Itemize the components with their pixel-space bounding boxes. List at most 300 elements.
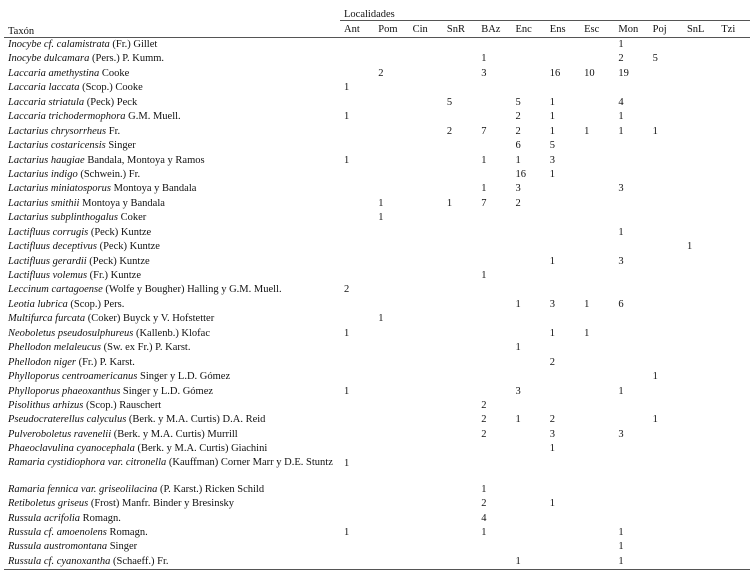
count-cell [340, 197, 374, 211]
species-author: (Wolfe y Bougher) Halling y G.M. Muell. [105, 284, 282, 296]
count-cell [340, 399, 374, 413]
count-cell: 1 [481, 53, 487, 65]
count-cell [511, 269, 545, 283]
taxon-cell [4, 512, 340, 526]
count-cell [409, 341, 443, 355]
count-cell [374, 370, 408, 384]
count-cell [409, 457, 443, 483]
locality-column-header: Mon [614, 21, 648, 38]
count-cell [443, 139, 477, 153]
count-cell [409, 139, 443, 153]
table-row [4, 540, 750, 554]
count-cell [717, 555, 750, 570]
count-cell [580, 442, 614, 456]
count-cell [683, 182, 717, 196]
species-author: (Scop.) Pers. [70, 298, 125, 310]
count-cell [614, 197, 648, 211]
taxon-cell [4, 457, 340, 483]
count-cell [683, 497, 717, 511]
table-row [4, 269, 750, 283]
count-cell [614, 442, 648, 456]
count-cell [374, 110, 408, 124]
count-cell [443, 540, 477, 554]
count-cell [340, 226, 374, 240]
count-cell [580, 512, 614, 526]
table-row [4, 385, 750, 399]
species-author: Romagn. [82, 512, 121, 524]
table-row [4, 38, 750, 53]
count-cell [614, 512, 648, 526]
count-cell [374, 399, 408, 413]
count-cell [649, 154, 683, 168]
count-cell: 10 [584, 67, 595, 79]
count-cell [580, 255, 614, 269]
count-cell [717, 428, 750, 442]
species-name: Inocybe cf. calamistrata [8, 39, 110, 50]
count-cell [614, 168, 648, 182]
locality-column-header: Cin [409, 21, 443, 38]
count-cell [374, 428, 408, 442]
count-cell [717, 139, 750, 153]
species-name: Lactifluus deceptivus [8, 241, 97, 253]
count-cell [649, 457, 683, 483]
count-cell [546, 197, 580, 211]
species-author: (Berk. y M.A. Curtis) Giachini [137, 443, 268, 455]
count-cell [649, 110, 683, 124]
count-cell [580, 341, 614, 355]
count-cell [443, 341, 477, 355]
count-cell [443, 526, 477, 540]
count-cell [340, 125, 374, 139]
count-cell [340, 341, 374, 355]
count-cell [580, 139, 614, 153]
table-row [4, 211, 750, 225]
count-cell: 16 [515, 168, 526, 180]
count-cell [580, 211, 614, 225]
species-author: (Fr.) Gillet [112, 39, 158, 50]
count-cell: 1 [344, 82, 350, 94]
species-name: Phellodon melaleucus [8, 342, 102, 354]
count-cell [374, 385, 408, 399]
count-cell [409, 96, 443, 110]
count-cell [374, 139, 408, 153]
count-cell [477, 312, 511, 326]
count-cell [409, 526, 443, 540]
count-cell [409, 540, 443, 554]
count-cell [614, 269, 648, 283]
count-cell [649, 428, 683, 442]
count-cell [409, 255, 443, 269]
count-cell [409, 125, 443, 139]
table-row [4, 110, 750, 124]
count-cell [546, 540, 580, 554]
count-cell [374, 240, 408, 254]
count-cell: 2 [549, 414, 556, 426]
count-cell [477, 370, 511, 384]
locality-column-header: BAz [477, 21, 511, 38]
count-cell: 1 [515, 342, 521, 354]
taxon-cell [4, 312, 340, 326]
count-cell [614, 356, 648, 370]
taxon-cell [4, 483, 340, 497]
count-cell [511, 457, 545, 483]
count-cell [374, 442, 408, 456]
count-cell [340, 67, 374, 81]
count-cell [409, 226, 443, 240]
table-row [4, 52, 750, 66]
count-cell [374, 526, 408, 540]
count-cell [409, 428, 443, 442]
count-cell [443, 497, 477, 511]
count-cell: 5 [515, 96, 521, 108]
species-name: Phaeoclavulina cyanocephala [8, 443, 135, 455]
taxon-cell [4, 96, 340, 110]
table-row [4, 483, 750, 497]
count-cell [717, 67, 750, 81]
count-cell [717, 526, 750, 540]
count-cell [683, 226, 717, 240]
species-author: (Coker) Buyck y V. Hofstetter [87, 313, 215, 325]
count-cell: 2 [446, 125, 453, 137]
count-cell: 1 [618, 226, 624, 238]
count-cell [717, 370, 750, 384]
count-cell [649, 255, 683, 269]
table-row [4, 139, 750, 153]
taxon-cell [4, 81, 340, 95]
count-cell [614, 483, 648, 497]
count-cell [546, 81, 580, 95]
count-cell [614, 413, 648, 427]
table-row [4, 399, 750, 413]
count-cell [511, 81, 545, 95]
count-cell: 1 [549, 168, 556, 180]
count-cell [374, 255, 408, 269]
taxon-cell [4, 370, 340, 384]
count-cell: 2 [481, 399, 487, 411]
table-row [4, 125, 750, 139]
count-cell [546, 370, 580, 384]
count-cell [683, 154, 717, 168]
count-cell: 1 [515, 414, 521, 426]
taxon-cell [4, 341, 340, 355]
count-cell [717, 38, 750, 53]
count-cell [649, 399, 683, 413]
count-cell [580, 413, 614, 427]
species-name: Lactarius indigo [8, 168, 78, 180]
count-cell [683, 399, 717, 413]
count-cell [580, 197, 614, 211]
species-author: (Sw. ex Fr.) P. Karst. [103, 342, 191, 354]
count-cell [374, 52, 408, 66]
table-row [4, 428, 750, 442]
count-cell [443, 413, 477, 427]
count-cell [683, 540, 717, 554]
species-name: Lactarius costaricensis [8, 140, 106, 152]
count-cell [580, 483, 614, 497]
species-author: Cooke [101, 67, 130, 79]
locality-column-header: Esc [580, 21, 614, 38]
table-row [4, 442, 750, 456]
count-cell: 3 [618, 183, 624, 195]
count-cell [477, 38, 511, 53]
count-cell: 1 [481, 527, 487, 538]
count-cell [374, 327, 408, 341]
count-cell [717, 298, 750, 312]
count-cell [717, 497, 750, 511]
species-locality-table [4, 2, 750, 570]
count-cell: 1 [378, 212, 384, 224]
count-cell [443, 38, 477, 53]
count-cell [683, 341, 717, 355]
count-cell [546, 312, 580, 326]
species-author: Coker [120, 212, 147, 224]
count-cell [374, 226, 408, 240]
taxon-cell [4, 226, 340, 240]
species-name: Pulveroboletus ravenelii [8, 428, 112, 440]
count-cell [649, 540, 683, 554]
count-cell [546, 512, 580, 526]
count-cell [340, 512, 374, 526]
count-cell [717, 211, 750, 225]
count-cell: 1 [549, 443, 556, 455]
count-cell [580, 240, 614, 254]
count-cell [614, 240, 648, 254]
count-cell: 2 [481, 428, 487, 440]
count-cell: 2 [481, 414, 487, 426]
count-cell [717, 413, 750, 427]
count-cell: 2 [515, 125, 521, 137]
count-cell [409, 413, 443, 427]
count-cell [683, 483, 717, 497]
species-author: (Peck) Kuntze [89, 255, 150, 267]
table-row [4, 226, 750, 240]
count-cell: 1 [549, 498, 556, 510]
count-cell [683, 81, 717, 95]
count-cell [580, 226, 614, 240]
count-cell [580, 154, 614, 168]
count-cell [717, 110, 750, 124]
localities-group-header: Localidades [340, 2, 750, 21]
count-cell [443, 356, 477, 370]
count-cell [580, 110, 614, 124]
species-author: Montoya y Bandala [113, 183, 197, 195]
count-cell: 3 [515, 183, 521, 195]
count-cell [717, 341, 750, 355]
count-cell: 1 [584, 125, 590, 137]
count-cell: 1 [515, 298, 521, 310]
species-author: (Berk. y M.A. Curtis) D.A. Reid [128, 414, 266, 426]
species-name: Ramaria fennica var. griseolilacina [8, 483, 158, 495]
count-cell [340, 139, 374, 153]
count-cell: 1 [481, 183, 487, 195]
count-cell [443, 312, 477, 326]
taxon-cell [4, 356, 340, 370]
count-cell [409, 197, 443, 211]
taxon-cell [4, 67, 340, 81]
count-cell [443, 168, 477, 182]
count-cell: 5 [549, 140, 556, 152]
count-cell [580, 526, 614, 540]
table-row [4, 240, 750, 254]
count-cell [649, 283, 683, 297]
count-cell [683, 327, 717, 341]
count-cell [340, 442, 374, 456]
count-cell [580, 540, 614, 554]
count-cell [546, 240, 580, 254]
count-cell [409, 385, 443, 399]
count-cell: 1 [344, 527, 350, 538]
table-row [4, 168, 750, 182]
locality-column-header: SnR [443, 21, 477, 38]
count-cell [580, 182, 614, 196]
count-cell [683, 269, 717, 283]
count-cell: 6 [618, 298, 624, 310]
count-cell [374, 540, 408, 554]
count-cell [340, 52, 374, 66]
count-cell [683, 555, 717, 570]
count-cell [340, 168, 374, 182]
count-cell: 16 [549, 67, 561, 79]
count-cell [443, 327, 477, 341]
count-cell [683, 356, 717, 370]
count-cell [649, 497, 683, 511]
count-cell [374, 182, 408, 196]
count-cell: 1 [344, 111, 350, 123]
count-cell: 3 [618, 255, 624, 267]
count-cell [649, 526, 683, 540]
count-cell: 1 [618, 39, 624, 50]
locality-column-header: Pom [374, 21, 408, 38]
species-author: (Fr.) P. Karst. [78, 356, 135, 368]
count-cell [340, 370, 374, 384]
count-cell [511, 356, 545, 370]
count-cell [614, 327, 648, 341]
taxon-cell [4, 269, 340, 283]
count-cell [443, 154, 477, 168]
count-cell [511, 327, 545, 341]
count-cell [683, 283, 717, 297]
count-cell: 2 [549, 356, 556, 368]
count-cell [683, 312, 717, 326]
count-cell [511, 283, 545, 297]
count-cell [511, 497, 545, 511]
count-cell [580, 52, 614, 66]
species-author: Romagn. [109, 527, 148, 538]
count-cell [477, 442, 511, 456]
count-cell [580, 312, 614, 326]
count-cell [511, 442, 545, 456]
count-cell [443, 211, 477, 225]
count-cell [340, 312, 374, 326]
species-author: Montoya y Bandala [82, 197, 165, 209]
taxon-cell [4, 38, 340, 53]
count-cell [614, 341, 648, 355]
species-name: Laccaria laccata [8, 82, 80, 94]
species-name: Russula cf. cyanoxantha [8, 555, 111, 567]
count-cell [614, 457, 648, 483]
species-name: Inocybe dulcamara [8, 53, 90, 65]
count-cell: 2 [481, 498, 487, 510]
count-cell [477, 240, 511, 254]
count-cell: 1 [511, 555, 545, 570]
taxon-cell [4, 442, 340, 456]
table-row [4, 96, 750, 110]
table-header [4, 2, 750, 38]
count-cell [614, 283, 648, 297]
count-cell [717, 540, 750, 554]
count-cell [443, 52, 477, 66]
count-cell [443, 483, 477, 497]
count-cell [546, 226, 580, 240]
species-name: Lactarius haugiae [8, 154, 85, 166]
count-cell [511, 52, 545, 66]
table-row [4, 497, 750, 511]
count-cell [649, 240, 683, 254]
species-author: (Scop.) Rauschert [86, 399, 162, 411]
count-cell: 1 [652, 414, 658, 426]
count-cell [409, 269, 443, 283]
count-cell: 4 [481, 512, 487, 524]
count-cell: 5 [652, 53, 658, 65]
species-name: Lactarius smithii [8, 197, 80, 209]
locality-column-header: Ant [340, 21, 374, 38]
count-cell: 1 [344, 154, 350, 166]
count-cell [374, 168, 408, 182]
count-cell: 1 [584, 327, 590, 339]
count-cell [443, 226, 477, 240]
count-cell [717, 125, 750, 139]
species-name: Lactarius miniatosporus [8, 183, 111, 195]
count-cell [717, 283, 750, 297]
count-cell [649, 483, 683, 497]
species-name: Leccinum cartagoense [8, 284, 103, 296]
taxon-cell [4, 168, 340, 182]
count-cell [477, 255, 511, 269]
count-cell: 1 [378, 197, 384, 209]
count-cell [511, 211, 545, 225]
count-cell [443, 182, 477, 196]
count-cell [374, 38, 408, 53]
count-cell [477, 356, 511, 370]
count-cell [614, 139, 648, 153]
table-row [4, 356, 750, 370]
table-row [4, 327, 750, 341]
count-cell [717, 483, 750, 497]
count-cell [683, 413, 717, 427]
species-name: Lactifluus gerardii [8, 255, 87, 267]
count-cell: 3 [549, 154, 556, 166]
count-cell [546, 38, 580, 53]
count-cell [649, 67, 683, 81]
count-cell [649, 139, 683, 153]
count-cell: 7 [481, 125, 487, 137]
count-cell [649, 226, 683, 240]
count-cell [683, 168, 717, 182]
count-cell [374, 125, 408, 139]
count-cell [649, 327, 683, 341]
count-cell: 1 [515, 154, 521, 166]
count-cell [409, 399, 443, 413]
count-cell [443, 370, 477, 384]
table-row [4, 370, 750, 384]
species-author: (Kallenb.) Klofac [135, 327, 211, 339]
count-cell: 7 [481, 197, 487, 209]
count-cell: 3 [481, 67, 487, 79]
species-name: Laccaria striatula [8, 96, 85, 108]
count-cell [477, 385, 511, 399]
count-cell [717, 457, 750, 483]
taxon-cell [4, 110, 340, 124]
